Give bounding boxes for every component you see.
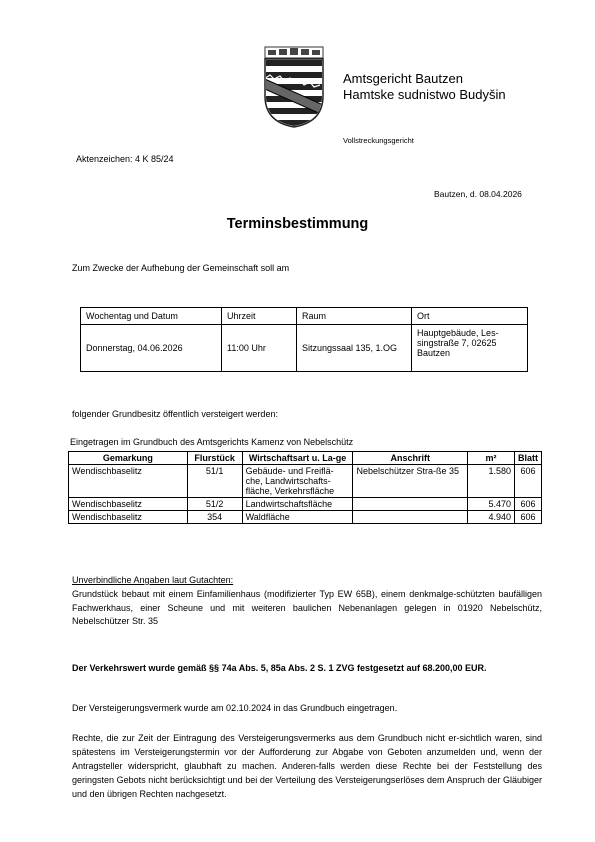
court-name: Amtsgericht Bautzen <box>343 71 463 86</box>
saxony-coat-of-arms-icon <box>262 46 326 128</box>
appointment-date: Donnerstag, 04.06.2026 <box>81 325 222 372</box>
cell-wirtschaftsart: Landwirtschaftsfläche <box>242 498 353 511</box>
land-register-caption: Eingetragen im Grundbuch des Amtsgerichts Kamenz von Nebelschütz <box>70 437 354 447</box>
auction-statement: folgender Grundbesitz öffentlich versteigert werden: <box>72 409 278 419</box>
appointment-place: Hauptgebäude, Les-singstraße 7, 02625 Bautzen <box>412 325 528 372</box>
header-time: Uhrzeit <box>222 308 297 325</box>
cell-wirtschaftsart: Gebäude- und Freiflä-che, Landwirtschafts-fläche, Verkehrsfläche <box>242 465 353 498</box>
page-title: Terminsbestimmung <box>226 216 369 232</box>
place-date: Bautzen, d. 08.04.2026 <box>434 189 522 199</box>
cell-blatt: 606 <box>515 511 542 524</box>
appointment-header-row <box>81 308 528 325</box>
header-place: Ort <box>412 308 528 325</box>
appointment-row <box>81 325 528 372</box>
table-row <box>69 511 542 524</box>
market-value-statement: Der Verkehrswert wurde gemäß §§ 74a Abs. 5, 85a Abs. 2 S. 1 ZVG festgesetzt auf 68.200,00 EUR. <box>72 663 487 673</box>
court-name-sorbian: Hamtske sudnistwo Budyšin <box>343 87 506 102</box>
appointment-table <box>80 307 528 372</box>
col-anschrift: Anschrift <box>353 452 468 465</box>
col-wirtschaftsart: Wirtschaftsart u. La-ge <box>242 452 353 465</box>
cell-anschrift: Nebelschützer Stra-ße 35 <box>353 465 468 498</box>
appointment-time: 11:00 Uhr <box>222 325 297 372</box>
rights-notice: Rechte, die zur Zeit der Eintragung des Versteigerungsvermerks aus dem Grundbuch nicht er-sichtlich waren, sind spätestens im Versteigerungstermin vor der Aufforderung zur Abgabe von Geboten anzumelden und, wenn der Antragsteller widerspricht, glaubhaft zu machen. Anderen-falls werden diese Rechte bei der Feststellung des geringsten Gebots nicht berücksichtigt und bei der Verteilung des Versteigerungserlöses dem Anspruch der Gläubiger und den übrigen Rechten nachgesetzt. <box>72 733 542 799</box>
table-header-row <box>69 452 542 465</box>
header-room: Raum <box>297 308 412 325</box>
cell-wirtschaftsart: Waldfläche <box>242 511 353 524</box>
table-row <box>69 498 542 511</box>
col-gemarkung: Gemarkung <box>69 452 188 465</box>
cell-flurstueck: 51/2 <box>187 498 242 511</box>
appointment-room: Sitzungssaal 135, 1.OG <box>297 325 412 372</box>
cell-gemarkung: Wendischbaselitz <box>69 465 188 498</box>
land-register-table <box>68 451 542 524</box>
cell-gemarkung: Wendischbaselitz <box>69 511 188 524</box>
department-label: Vollstreckungsgericht <box>343 136 414 145</box>
header-date: Wochentag und Datum <box>81 308 222 325</box>
cell-flurstueck: 51/1 <box>187 465 242 498</box>
case-number: Aktenzeichen: 4 K 85/24 <box>76 154 174 164</box>
cell-area: 4.940 <box>468 511 515 524</box>
cell-gemarkung: Wendischbaselitz <box>69 498 188 511</box>
col-area: m² <box>468 452 515 465</box>
intro-text: Zum Zwecke der Aufhebung der Gemeinschaft soll am <box>72 263 290 273</box>
appraisal-heading: Unverbindliche Angaben laut Gutachten: <box>72 575 234 585</box>
cell-flurstueck: 354 <box>187 511 242 524</box>
table-row <box>69 465 542 498</box>
auction-note: Der Versteigerungsvermerk wurde am 02.10.2024 in das Grundbuch eingetragen. <box>72 703 398 713</box>
appraisal-text: Grundstück bebaut mit einem Einfamilienhaus (modifizierter Typ EW 65B), einem denkmalge-schützten baufälligen Fachwerkhaus, einer Scheune und mit weiteren baulichen Nebenanlagen gelegen in 01920 Nebelschütz, Nebelschützer Str. 35 <box>72 589 542 626</box>
cell-anschrift <box>353 498 468 511</box>
cell-area: 5.470 <box>468 498 515 511</box>
cell-anschrift <box>353 511 468 524</box>
col-flurstueck: Flurstück <box>187 452 242 465</box>
cell-blatt: 606 <box>515 498 542 511</box>
col-blatt: Blatt <box>515 452 542 465</box>
cell-blatt: 606 <box>515 465 542 498</box>
cell-area: 1.580 <box>468 465 515 498</box>
